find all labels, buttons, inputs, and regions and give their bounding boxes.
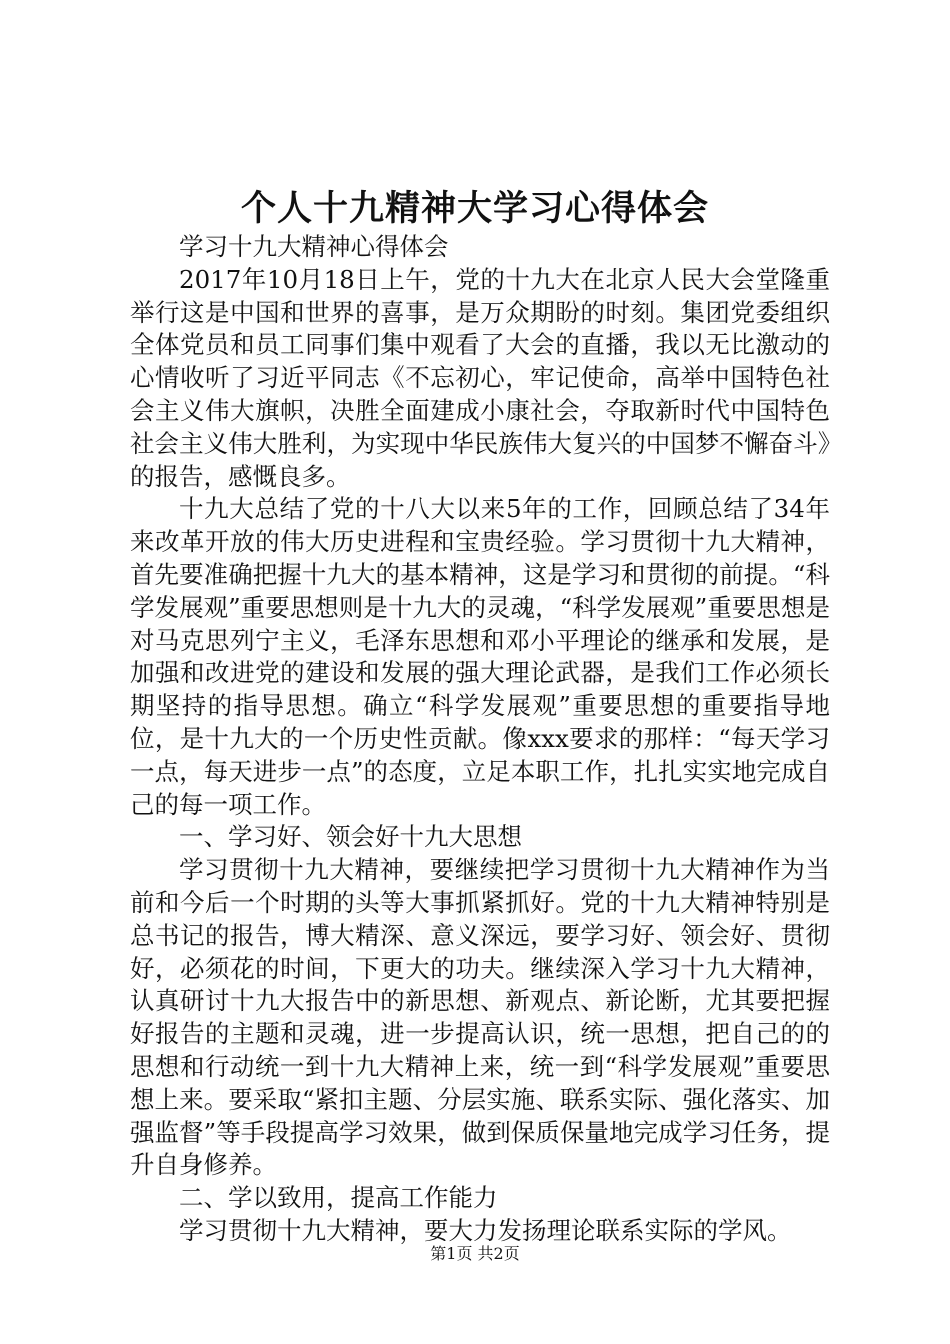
document-title: 个人十九精神大学习心得体会 xyxy=(240,188,709,229)
paragraph-summary: 十九大总结了党的十八大以来5年的工作，回顾总结了34年来改革开放的伟大历史进程和宝贵经验。学习贯彻十九大精神，首先要准确把握十九大的基本精神，这是学习和贯彻的前提。“科学发展观”重要思想则是十九大的灵魂，“科学发展观”重要思想是对马克思列宁主义，毛泽东思想和邓小平理论的继承和发展，是加强和改进党的建设和发展的强大理论武器，是我们工作必须长期坚持的指导思想。确立“科学发展观”重要思想的重要指导地位，是十九大的一个历史性贡献。像xxx要求的那样：“每天学习一点，每天进步一点”的态度，立足本职工作，扎扎实实地完成自己的每一项工作。 xyxy=(130,494,830,819)
document-body xyxy=(130,231,830,1248)
section-heading-1: 一、学习好、领会好十九大思想 xyxy=(179,822,522,852)
paragraph-section-2: 学习贯彻十九大精神，要大力发扬理论联系实际的学风。 xyxy=(179,1215,792,1245)
paragraph-intro: 2017年10月18日上午，党的十九大在北京人民大会堂隆重举行这是中国和世界的喜事，是万众期盼的时刻。集团党委组织全体党员和员工同事们集中观看了大会的直播，我以无比激动的心情收听了习近平同志《不忘初心，牢记使命，高举中国特色社会主义伟大旗帜，决胜全面建成小康社会，夺取新时代中国特色社会主义伟大胜利，为实现中华民族伟大复兴的中国梦不懈奋斗》的报告，感慨良多。 xyxy=(130,264,830,491)
page-footer: 第1页 共2页 xyxy=(430,1244,520,1263)
paragraph-section-1: 学习贯彻十九大精神，要继续把学习贯彻十九大精神作为当前和今后一个时期的头等大事抓紧抓好。党的十九大精神特别是总书记的报告，博大精深、意义深远，要学习好、领会好、贯彻好，必须花的时间，下更大的功夫。继续深入学习十九大精神，认真研讨十九大报告中的新思想、新观点、新论断，尤其要把握好报告的主题和灵魂，进一步提高认识，统一思想，把自己的的思想和行动统一到十九大精神上来，统一到“科学发展观”重要思想上来。要采取“紧扣主题、分层实施、联系实际、强化落实、加强监督”等手段提高学习效果，做到保质保量地完成学习任务，提升自身修养。 xyxy=(130,855,830,1180)
section-heading-2: 二、学以致用，提高工作能力 xyxy=(179,1183,498,1213)
paragraph-subtitle: 学习十九大精神心得体会 xyxy=(179,232,449,261)
